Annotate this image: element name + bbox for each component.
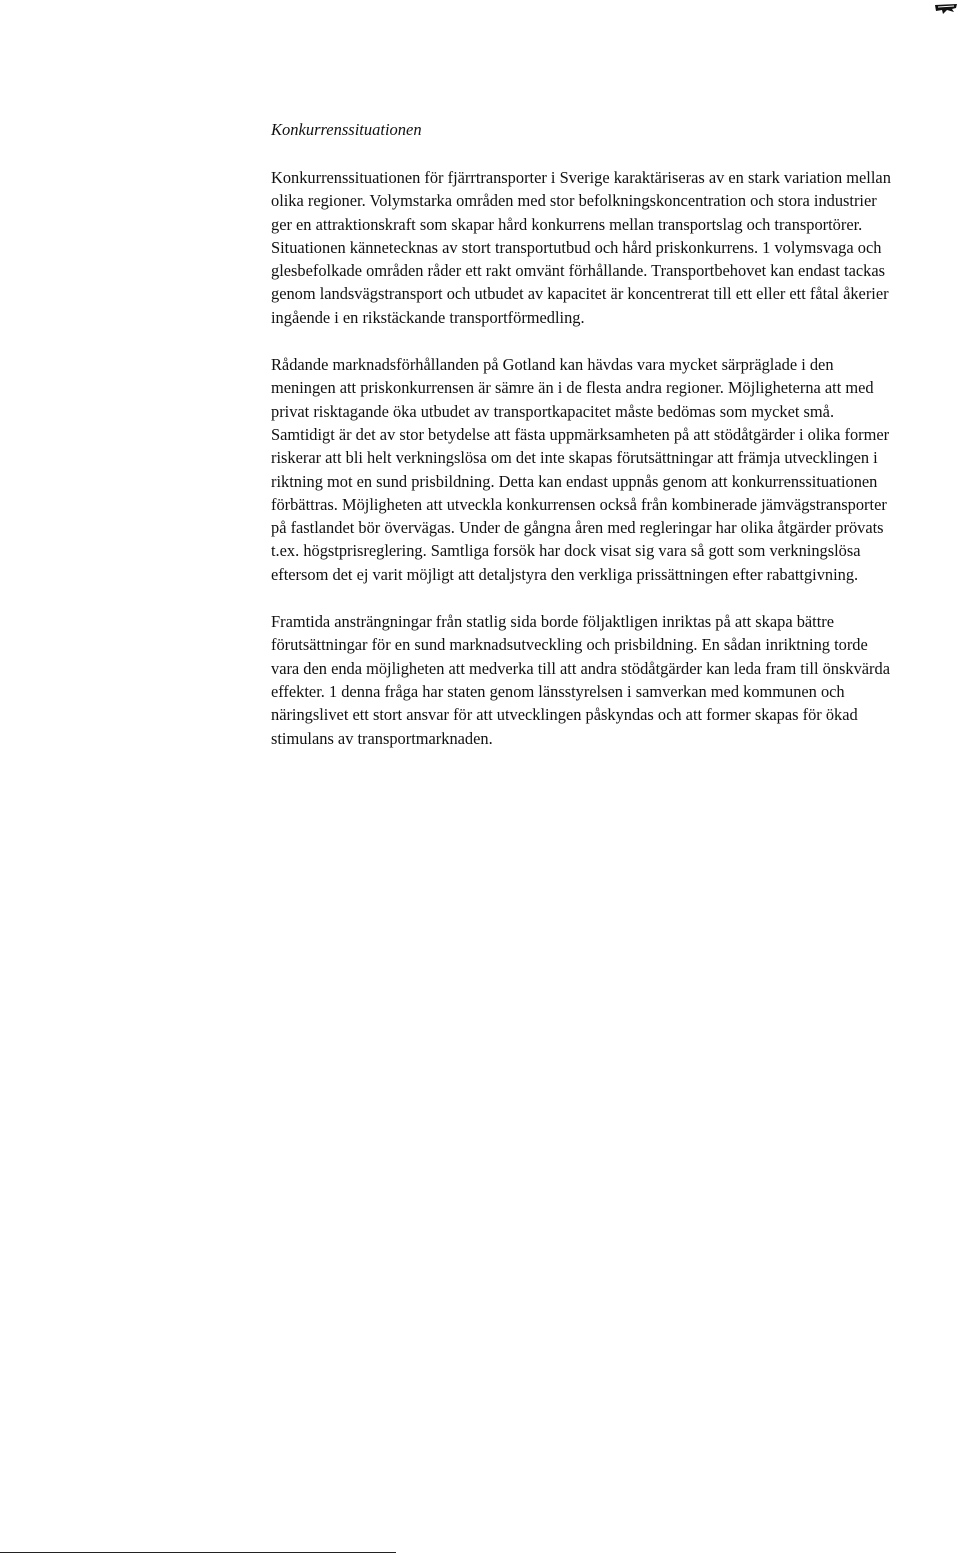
document-body bbox=[271, 118, 891, 774]
corner-mark-icon bbox=[934, 2, 958, 16]
section-heading: Konkurrenssituationen bbox=[271, 120, 422, 139]
footnote-divider bbox=[0, 1552, 396, 1553]
paragraph: Rådande marknadsförhållanden på Gotland kan hävdas vara mycket särpräglade i den meningen att priskonkurrensen är sämre än i de flesta andra regioner. Möjligheterna att med privat risktagande öka utbudet av transportkapacitet måste bedömas som mycket små. Samtidigt är det av stor betydelse att fästa uppmärksamheten på att stödåtgärder i olika former riskerar att bli helt verkningslösa om det inte skapas förutsättningar att främja utvecklingen i riktning mot en sund prisbildning. Detta kan endast uppnås genom att konkurrenssituationen förbättras. Möjligheten att utveckla konkurrensen också från kombinerade jämvägstransporter på fastlandet bör övervägas. Under de gångna åren med regleringar har olika åtgärder prövats t.ex. högstprisreglering. Samtliga forsök har dock visat sig vara så gott som verkningslösa eftersom det ej varit möjligt att detaljstyra den verkliga prissättningen efter rabattgivning. bbox=[271, 355, 890, 584]
paragraph: Konkurrenssituationen för fjärrtransporter i Sverige karaktäriseras av en stark variation mellan olika regioner. Volymstarka områden med stor befolkningskoncentration och stora industrier ger en attraktionskraft som skapar hård konkurrens mellan transportslag och transportörer. Situationen kännetecknas av stort transportutbud och hård priskonkurrens. 1 volymsvaga och glesbefolkade områden råder ett rakt omvänt förhållande. Transportbehovet kan endast tackas genom landsvägstransport och utbudet av kapacitet är koncentrerat till ett eller ett fåtal åkerier ingående i en rikstäckande transportförmedling. bbox=[271, 168, 891, 327]
paragraph: Framtida ansträngningar från statlig sida borde följaktligen inriktas på att skapa bättre förutsättningar för en sund marknadsutveckling och prisbildning. En sådan inriktning torde vara den enda möjligheten att medverka till att andra stödåtgärder kan leda fram till önskvärda effekter. 1 denna fråga har staten genom länsstyrelsen i samverkan med kommunen och näringslivet ett stort ansvar för att utvecklingen påskyndas och att former skapas för ökad stimulans av transportmarknaden. bbox=[271, 612, 890, 748]
